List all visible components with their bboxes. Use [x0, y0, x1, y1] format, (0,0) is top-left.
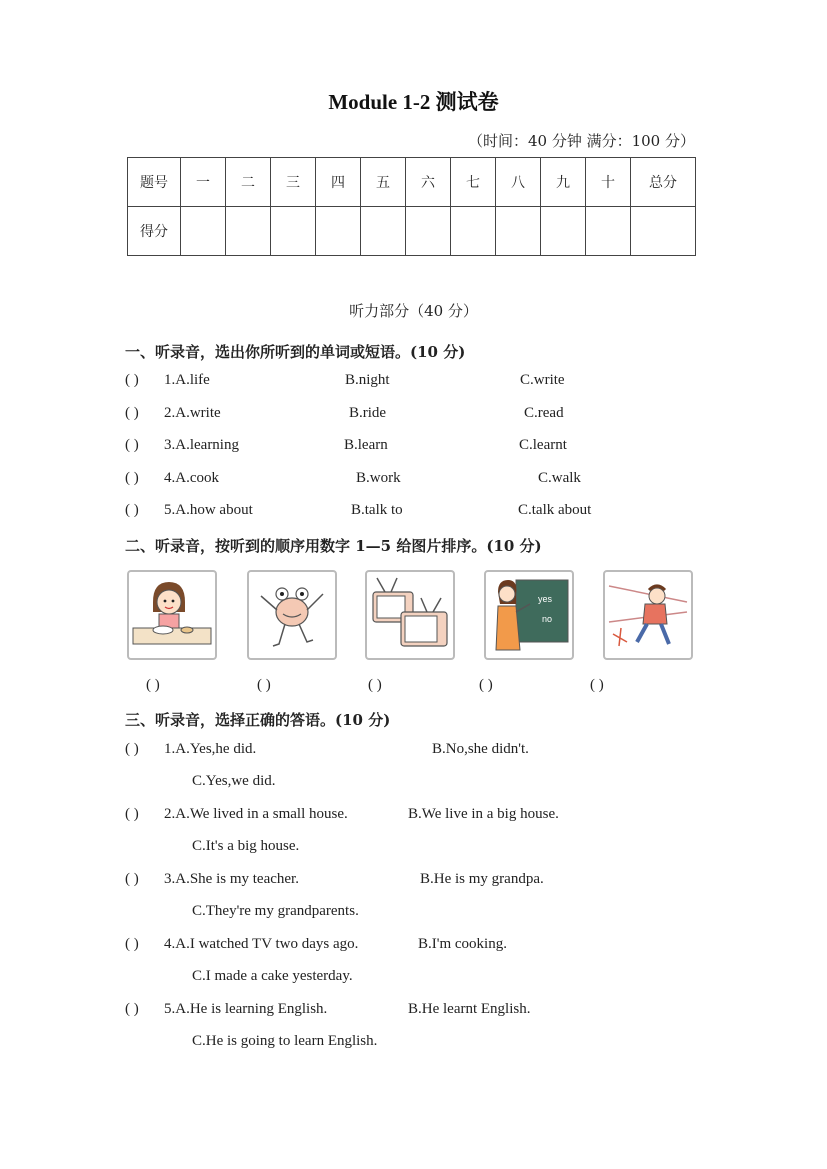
score-cell[interactable] [406, 207, 451, 256]
picture-answer-bracket[interactable]: ( ) [368, 677, 382, 693]
picture-girl-eating [127, 570, 217, 660]
answer-bracket[interactable]: ( ) [125, 741, 139, 757]
option-c: C.write [520, 372, 565, 388]
exam-time-score: （时间：40 分钟 满分：100 分） [467, 132, 695, 150]
option-a: 5.A.He is learning English. [164, 1001, 328, 1017]
picture-frog-jumping [247, 570, 337, 660]
table-cell: 六 [406, 158, 451, 207]
listening-part-title: 听力部分（40 分） [349, 302, 478, 320]
television-icon [367, 572, 453, 658]
table-cell: 二 [226, 158, 271, 207]
picture-answer-bracket[interactable]: ( ) [257, 677, 271, 693]
answer-bracket[interactable]: ( ) [125, 502, 139, 518]
section2-heading: 二、听录音，按听到的顺序用数字 1—5 给图片排序。(10 分) [125, 537, 542, 555]
blackboard-text: yes [538, 594, 553, 604]
option-a: 2.A.write [164, 405, 221, 421]
answer-bracket[interactable]: ( ) [125, 372, 139, 388]
table-cell: 三 [271, 158, 316, 207]
picture-answer-bracket[interactable]: ( ) [479, 677, 493, 693]
girl-eating-image [129, 572, 215, 658]
table-cell: 八 [496, 158, 541, 207]
table-cell: 得分 [128, 207, 181, 256]
frog-jumping-image [249, 572, 335, 658]
option-b: B.talk to [351, 502, 403, 518]
picture-answer-bracket[interactable]: ( ) [590, 677, 604, 693]
option-a: 4.A.cook [164, 470, 219, 486]
picture-televisions [365, 570, 455, 660]
table-cell: 九 [541, 158, 586, 207]
option-c: C.He is going to learn English. [192, 1033, 378, 1049]
option-a: 1.A.life [164, 372, 210, 388]
answer-bracket[interactable]: ( ) [125, 470, 139, 486]
score-cell[interactable] [451, 207, 496, 256]
score-cell[interactable] [631, 207, 696, 256]
section1-heading: 一、听录音，选出你所听到的单词或短语。(10 分) [125, 343, 466, 361]
score-cell[interactable] [361, 207, 406, 256]
section3-heading: 三、听录音，选择正确的答语。(10 分) [125, 711, 391, 729]
table-cell: 总分 [631, 158, 696, 207]
table-cell: 七 [451, 158, 496, 207]
score-cell[interactable] [271, 207, 316, 256]
page-title: Module 1-2 测试卷 [328, 90, 499, 114]
option-a: 1.A.Yes,he did. [164, 741, 257, 757]
table-cell: 四 [316, 158, 361, 207]
option-b: B.We live in a big house. [408, 806, 559, 822]
score-table-score-row [128, 207, 696, 256]
boy-fallen-image [605, 572, 691, 658]
option-c: C.read [524, 405, 564, 421]
option-a: 4.A.I watched TV two days ago. [164, 936, 359, 952]
option-c: C.talk about [518, 502, 592, 518]
teacher-blackboard-image [486, 572, 572, 658]
picture-answer-bracket[interactable]: ( ) [146, 677, 160, 693]
option-c: C.walk [538, 470, 581, 486]
answer-bracket[interactable]: ( ) [125, 1001, 139, 1017]
option-b: B.I'm cooking. [418, 936, 507, 952]
option-a: 3.A.learning [164, 437, 239, 453]
option-b: B.work [356, 470, 401, 486]
score-table [127, 157, 696, 256]
option-c: C.They're my grandparents. [192, 903, 359, 919]
table-cell: 题号 [128, 158, 181, 207]
score-cell[interactable] [181, 207, 226, 256]
picture-teacher [484, 570, 574, 660]
option-b: B.No,she didn't. [432, 741, 529, 757]
score-cell[interactable] [496, 207, 541, 256]
score-cell[interactable] [541, 207, 586, 256]
table-cell: 五 [361, 158, 406, 207]
answer-bracket[interactable]: ( ) [125, 806, 139, 822]
answer-bracket[interactable]: ( ) [125, 871, 139, 887]
score-cell[interactable] [226, 207, 271, 256]
table-cell: 一 [181, 158, 226, 207]
answer-bracket[interactable]: ( ) [125, 936, 139, 952]
answer-bracket[interactable]: ( ) [125, 437, 139, 453]
option-b: B.night [345, 372, 390, 388]
blackboard-text: no [542, 614, 553, 624]
option-c: C.It's a big house. [192, 838, 300, 854]
option-b: B.learn [344, 437, 388, 453]
option-a: 5.A.how about [164, 502, 253, 518]
picture-boy-fallen [603, 570, 693, 660]
answer-bracket[interactable]: ( ) [125, 405, 139, 421]
option-b: B.ride [349, 405, 387, 421]
table-cell: 十 [586, 158, 631, 207]
score-cell[interactable] [586, 207, 631, 256]
option-c: C.I made a cake yesterday. [192, 968, 353, 984]
option-a: 3.A.She is my teacher. [164, 871, 299, 887]
option-b: B.He learnt English. [408, 1001, 531, 1017]
option-c: C.learnt [519, 437, 567, 453]
score-table-header-row [128, 158, 696, 207]
option-b: B.He is my grandpa. [420, 871, 544, 887]
score-cell[interactable] [316, 207, 361, 256]
option-c: C.Yes,we did. [192, 773, 276, 789]
option-a: 2.A.We lived in a small house. [164, 806, 348, 822]
